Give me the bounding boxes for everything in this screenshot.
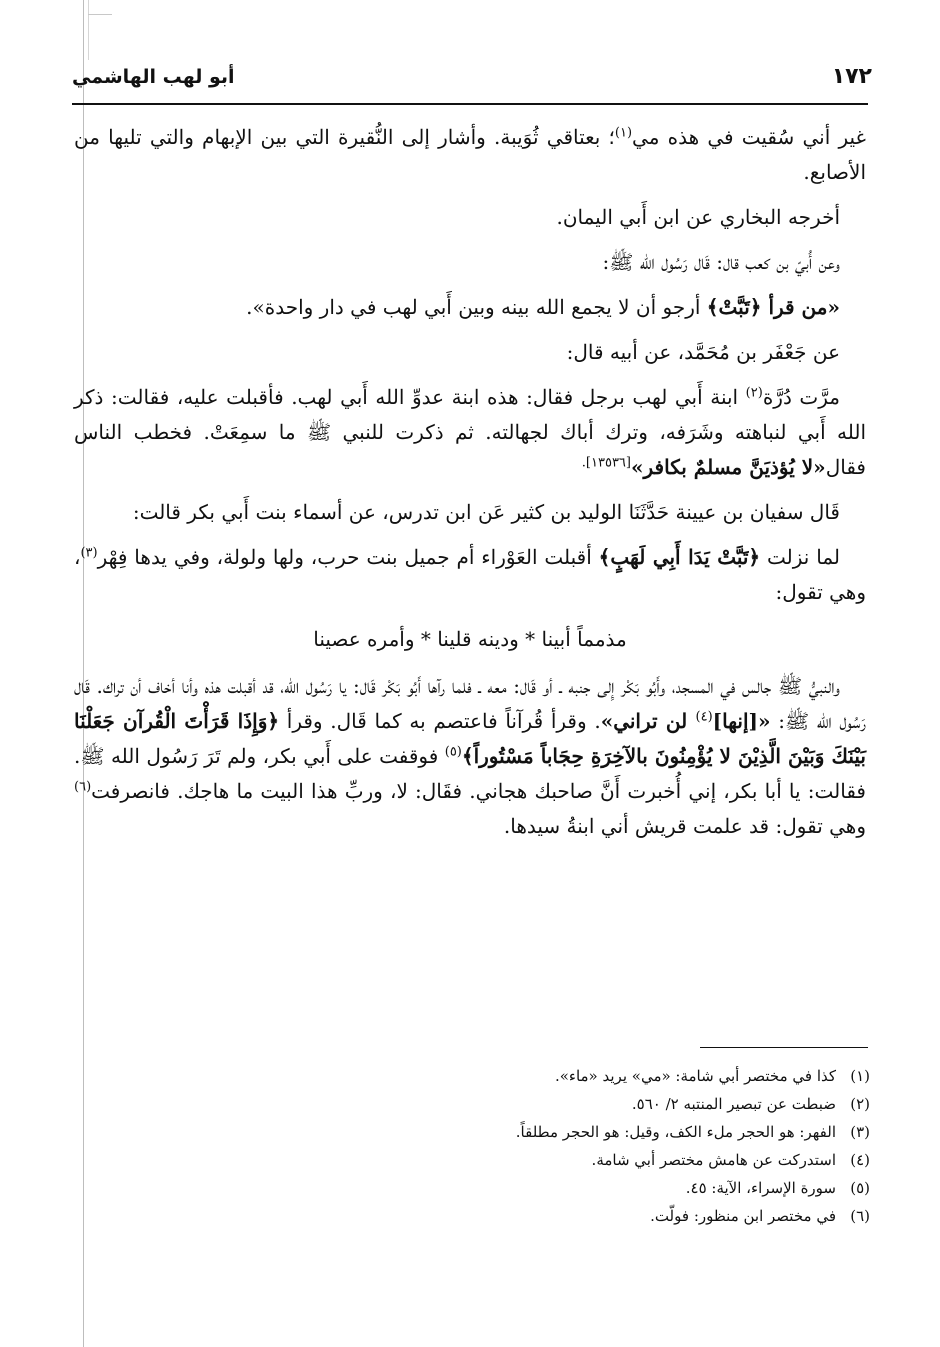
footnote-ref-6: (٦)	[74, 779, 92, 795]
footnote-3	[300, 1118, 870, 1146]
paragraph-9	[74, 669, 866, 844]
footnotes	[300, 1062, 870, 1230]
footnote-text: كذا في مختصر أبي شامة: «مي» يريد «ماء».	[554, 1067, 836, 1085]
paragraph-6-text-a: مرَّت دُرَّة	[762, 385, 840, 409]
footnote-ref-1: (١)	[614, 125, 633, 141]
footnote-1	[300, 1062, 870, 1090]
paragraph-4-text: أرجو أن لا يجمع الله بينه وبين أَبي لهب في دار واحدة».	[246, 295, 707, 319]
paragraph-1	[74, 120, 866, 190]
footnote-ref-4: (٤)	[695, 709, 713, 725]
footnote-text: سورة الإسراء، الآية: ٤٥.	[685, 1179, 836, 1197]
paragraph-8	[74, 540, 866, 610]
paragraph-8-text-d: ، وهي تقول:	[74, 545, 866, 604]
paragraph-6	[74, 380, 866, 485]
page-number: ١٧٢	[831, 64, 872, 89]
quran-verse: ﴿تَبَّتْ يَدَا أَبِي لَهَبٍ﴾	[598, 545, 761, 569]
running-title: أبو لهب الهاشمي	[72, 66, 235, 88]
footnote-ref-5: (٥)	[444, 744, 462, 760]
paragraph-8-text-c: أقبلت العَوْراء أم جميل بنت حرب، ولها ولولة، وفي يدها فِهْر	[97, 545, 599, 569]
binding-line-secondary	[88, 0, 89, 60]
hadith-number: [١٣٥٣٦].	[581, 455, 631, 471]
corner-mark	[88, 14, 112, 15]
main-text	[74, 120, 866, 854]
paragraph-7: قَال سفيان بن عيينة حَدَّثَنَا الوليد بن كثير عَن ابن تدرس، عن أسماء بنت أَبي بكر قالت:	[132, 500, 840, 524]
page-header	[72, 60, 872, 100]
header-rule	[72, 103, 868, 105]
paragraph-3: وعن أُبيّ بن كعب قال: قَال رَسُول الله ﷺ:	[602, 250, 840, 274]
footnote-text: في مختصر ابن منظور: فولّت.	[650, 1207, 836, 1225]
footnote-ref-2: (٢)	[745, 385, 763, 401]
footnote-number: (٥)	[850, 1179, 870, 1197]
paragraph-1-text-a: غير أني سُقيت في هذه مي	[632, 125, 867, 149]
footnote-number: (٦)	[850, 1207, 870, 1225]
footnote-rule	[700, 1047, 868, 1048]
hadith-quote: «لا يُؤذيَنَّ مسلمٌ بكافر»	[631, 455, 826, 479]
paragraph-2: أخرجه البخاري عن ابن أَبي اليمان.	[556, 205, 840, 229]
footnote-number: (٤)	[850, 1151, 870, 1169]
hadith-quote-end: لن تراني»	[600, 709, 696, 733]
hadith-quote: «من قرأ ﴿تَبَّتْ﴾	[706, 295, 840, 319]
footnote-2	[300, 1090, 870, 1118]
paragraph-9-text-a: والنبيُّ ﷺ جالس في المسجد، وأَبُو بَكْر إِلى جنبه ـ أو قَال: معه ـ فلما رآها أَبُو بَكْر قَال: يا رَسُول الله، قد أقبلت هذه وأنا أخاف أن تراك. قَال رَسُول الله ﷺ:	[74, 674, 867, 733]
footnote-text: الفهر: هو الحجر ملء الكف، وقيل: هو الحجر مطلقاً.	[515, 1123, 836, 1141]
paragraph-4	[74, 290, 866, 325]
footnote-text: ضبطت عن تبصير المنتبه ٢/ ٥٦٠.	[631, 1095, 836, 1113]
paragraph-8-text-a: لما نزلت	[760, 545, 840, 569]
footnote-number: (١)	[850, 1067, 870, 1085]
footnote-4	[300, 1146, 870, 1174]
hadith-quote: «[إنها]	[712, 709, 771, 733]
footnote-number: (٣)	[850, 1123, 870, 1141]
paragraph-6-text-b: ابنة أَبي لهب برجل فقال: هذه ابنة عدوِّ الله أَبي لهب. فأقبلت عليه، فقالت: ذكر الله أَبي لنباهته وشَرَفه، وترك أباك لجهالته. ثم ذكرت للنبي ﷺ ما سمِعَتْ. فخطب الناس فقال	[74, 385, 866, 479]
paragraph-9-text-g: وهي تقول: قد علمت قريش أني ابنةُ سيدها.	[503, 814, 866, 838]
poem-verse: مذمماً أبينا * ودينه قلينا * وأمره عصينا	[313, 627, 627, 651]
paragraph-5: عن جَعْفَر بن مُحَمَّد، عن أبيه قال:	[566, 340, 840, 364]
quran-verse: ﴿وَإِذَا قَرَأْتَ الْقُرآن جَعَلْنَا بَيْنَكَ وَبَيْنَ الَّذِيْنَ لا يُؤْمِنُونَ بالآخِرَةِ حِجَاباً مَسْتُوراً﴾	[74, 709, 866, 768]
footnote-text: استدركت عن هامش مختصر أبي شامة.	[591, 1151, 836, 1169]
footnote-5	[300, 1174, 870, 1202]
footnote-number: (٢)	[850, 1095, 870, 1113]
paragraph-1-text-b: ؛ بعتاقي ثُوَيبة. وأشار إلى النُّقيرة التي بين الإبهام والتي تليها من الأصابع.	[74, 125, 866, 184]
footnote-6	[300, 1202, 870, 1230]
paragraph-9-text-f: فوقفت على أَبي بكر، ولم تَرَ رَسُول الله ﷺ. فقالت: يا أبا بكر، إني أُخبرت أَنَّ صاحبك هجاني. فقَال: لا، وربِّ هذا البيت ما هاجك. فانصرفت	[74, 744, 866, 803]
paragraph-9-text-d: . وقرأ قُرآناً فاعتصم به كما قَال. وقرأ	[279, 709, 601, 733]
footnote-ref-3: (٣)	[80, 545, 98, 561]
